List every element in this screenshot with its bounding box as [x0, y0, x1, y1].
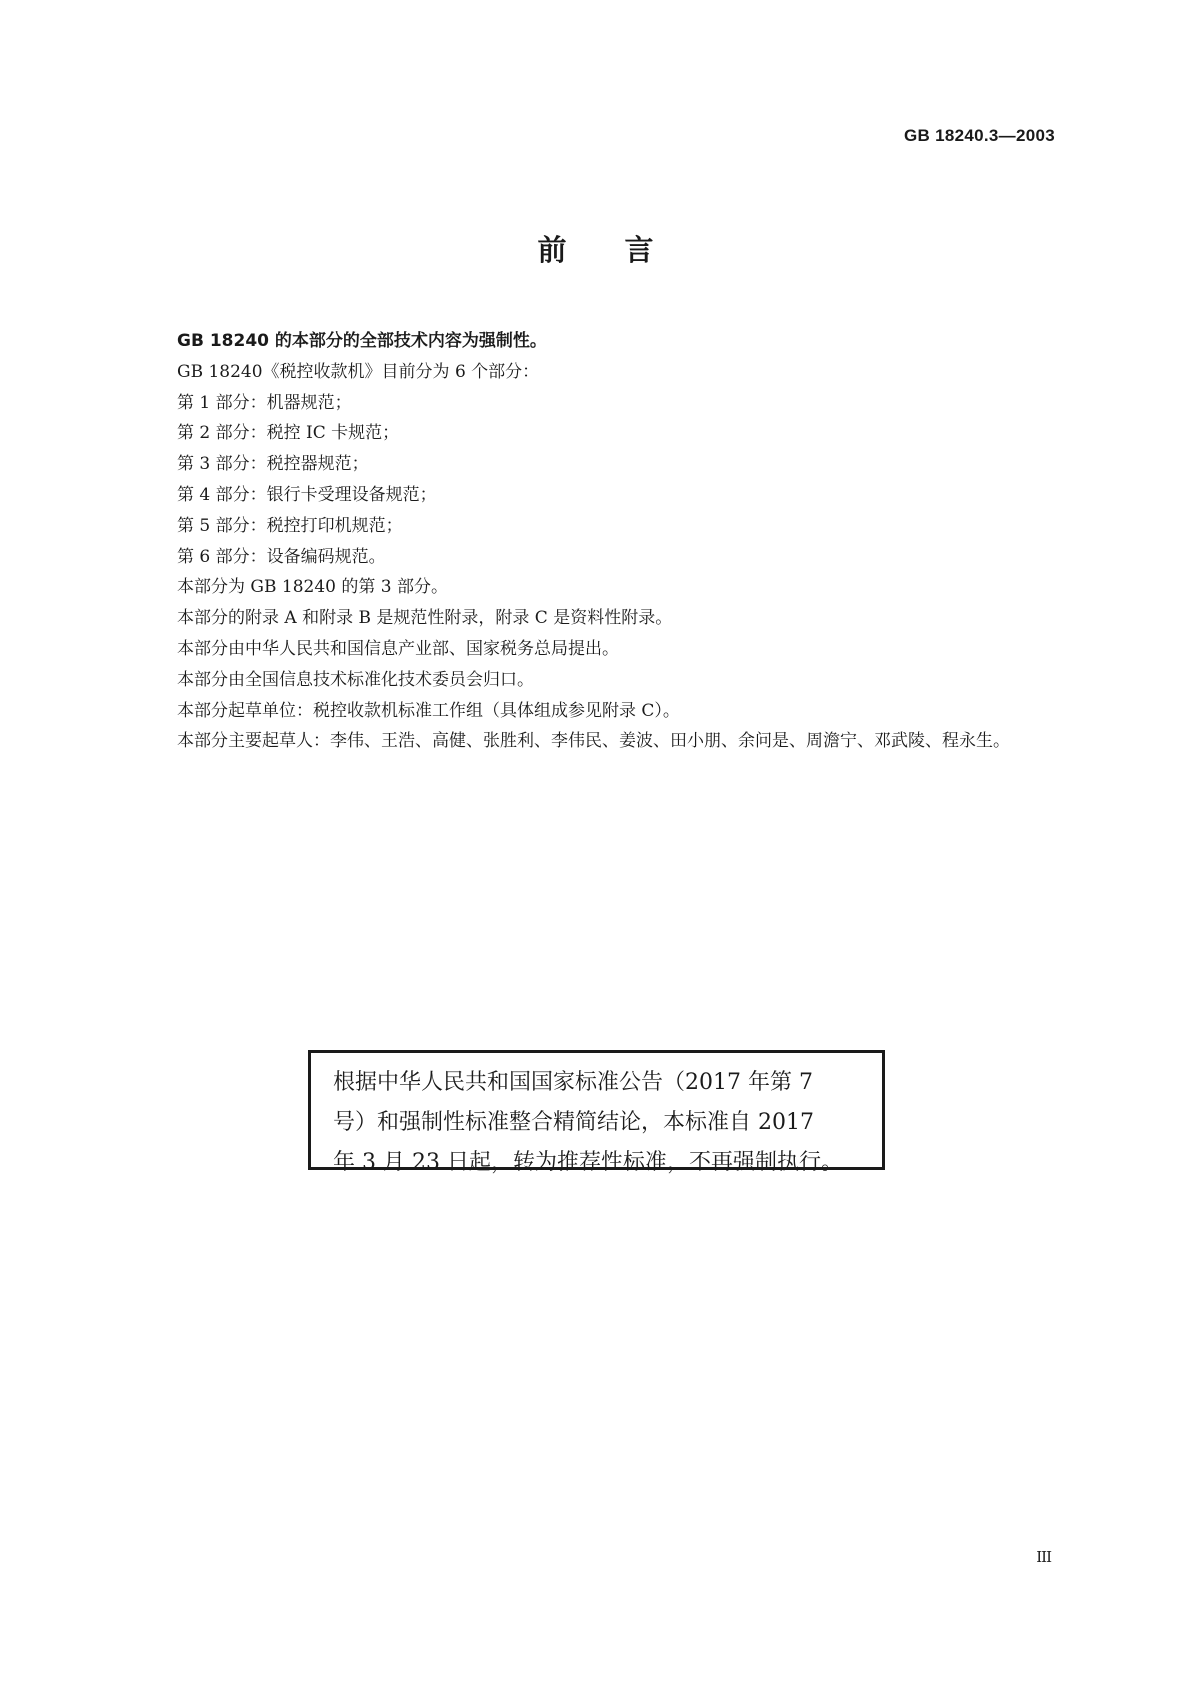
paragraph-part-3: 第 3 部分：税控器规范；: [177, 454, 369, 475]
notice-line-2: 号）和强制性标准整合精简结论，本标准自 2017: [333, 1110, 814, 1135]
paragraph-drafters: 本部分主要起草人：李伟、王浩、高健、张胜利、李伟民、姜波、田小朋、余问是、周澹宁、邓武陵、程永生。: [177, 731, 1010, 752]
paragraph-part-1: 第 1 部分：机器规范；: [177, 392, 352, 413]
paragraph-this-part: 本部分为 GB 18240 的第 3 部分。: [177, 577, 448, 598]
standard-number: GB 18240.3—2003: [904, 126, 1055, 145]
paragraph-part-4: 第 4 部分：银行卡受理设备规范；: [177, 484, 437, 505]
mandatory-statement: GB 18240 的本部分的全部技术内容为强制性。: [177, 331, 547, 351]
paragraph-part-5: 第 5 部分：税控打印机规范；: [177, 515, 403, 536]
notice-line-1: 根据中华人民共和国国家标准公告（2017 年第 7: [333, 1070, 813, 1095]
paragraph-proposed-by: 本部分由中华人民共和国信息产业部、国家税务总局提出。: [177, 638, 619, 659]
notice-line-3: 年 3 月 23 日起，转为推荐性标准，不再强制执行。: [333, 1150, 843, 1175]
foreword-body: [136, 326, 1064, 757]
paragraph-annexes: 本部分的附录 A 和附录 B 是规范性附录，附录 C 是资料性附录。: [177, 608, 673, 629]
conversion-notice-box: [308, 1050, 885, 1175]
paragraph-part-6: 第 6 部分：设备编码规范。: [177, 546, 386, 567]
paragraph-under-jurisdiction: 本部分由全国信息技术标准化技术委员会归口。: [177, 669, 534, 690]
page-title: 前言: [537, 233, 712, 267]
paragraph-parts-intro: GB 18240《税控收款机》目前分为 6 个部分：: [177, 361, 540, 382]
paragraph-part-2: 第 2 部分：税控 IC 卡规范；: [177, 423, 400, 444]
paragraph-drafting-unit: 本部分起草单位：税控收款机标准工作组（具体组成参见附录 C）。: [177, 700, 680, 721]
page-number: III: [1036, 1548, 1051, 1566]
